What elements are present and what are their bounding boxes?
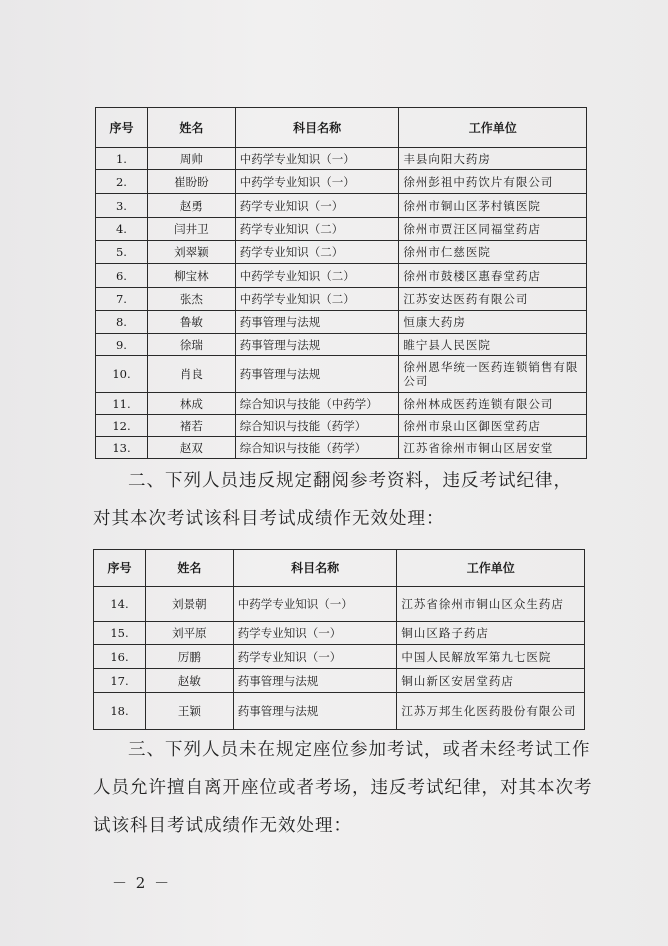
row-seq: 16. — [94, 645, 146, 669]
row-seq: 11. — [96, 393, 148, 415]
row-unit: 江苏省徐州市铜山区居安堂 — [399, 437, 587, 459]
row-subject: 综合知识与技能（药学） — [235, 437, 399, 459]
header-subject: 科目名称 — [233, 550, 397, 587]
row-seq: 6. — [96, 264, 148, 288]
table-row — [96, 288, 587, 311]
row-unit: 徐州市铜山区茅村镇医院 — [399, 194, 587, 218]
table-row — [96, 393, 587, 415]
header-seq: 序号 — [96, 108, 148, 148]
row-seq: 2. — [96, 170, 148, 194]
row-name: 刘景朝 — [145, 587, 233, 622]
table-row — [94, 645, 585, 669]
row-seq: 15. — [94, 622, 146, 645]
row-subject: 药事管理与法规 — [235, 356, 399, 393]
table-row — [94, 669, 585, 693]
table-body — [94, 587, 585, 730]
table-row — [96, 170, 587, 194]
row-name: 周帅 — [147, 148, 235, 170]
header-unit: 工作单位 — [397, 550, 585, 587]
table-body — [96, 148, 587, 459]
row-seq: 14. — [94, 587, 146, 622]
row-name: 林成 — [147, 393, 235, 415]
row-seq: 9. — [96, 334, 148, 356]
row-name: 鲁敏 — [147, 311, 235, 334]
row-unit: 中国人民解放军第九七医院 — [397, 645, 585, 669]
row-subject: 综合知识与技能（中药学） — [235, 393, 399, 415]
row-subject: 药学专业知识（一） — [235, 194, 399, 218]
table-row — [96, 148, 587, 170]
section-2-line-1: 二、下列人员违反规定翻阅参考资料，违反考试纪律， — [128, 471, 572, 491]
row-seq: 8. — [96, 311, 148, 334]
row-subject: 综合知识与技能（药学） — [235, 415, 399, 437]
section-3-line-3: 试该科目考试成绩作无效处理： — [93, 816, 352, 836]
row-unit: 徐州恩华统一医药连锁销售有限公司 — [399, 356, 587, 393]
row-seq: 7. — [96, 288, 148, 311]
table-header-row — [94, 550, 585, 587]
header-name: 姓名 — [145, 550, 233, 587]
row-subject: 药事管理与法规 — [235, 311, 399, 334]
row-subject: 药事管理与法规 — [233, 669, 397, 693]
row-name: 赵双 — [147, 437, 235, 459]
table-row — [94, 622, 585, 645]
row-subject: 药学专业知识（一） — [233, 645, 397, 669]
table-row — [96, 241, 587, 264]
row-unit: 恒康大药房 — [399, 311, 587, 334]
violation-table-2 — [93, 549, 585, 730]
row-seq: 1. — [96, 148, 148, 170]
section-3-line-1: 三、下列人员未在规定座位参加考试，或者未经考试工作 — [128, 740, 591, 760]
row-seq: 4. — [96, 218, 148, 241]
table-row — [96, 415, 587, 437]
table-row — [96, 194, 587, 218]
table-row — [96, 264, 587, 288]
row-subject: 中药学专业知识（一） — [235, 148, 399, 170]
section-3-line-2: 人员允许擅自离开座位或者考场，违反考试纪律，对其本次考 — [93, 778, 593, 798]
row-seq: 17. — [94, 669, 146, 693]
table-row — [94, 587, 585, 622]
row-subject: 药学专业知识（二） — [235, 218, 399, 241]
row-subject: 药学专业知识（一） — [233, 622, 397, 645]
table-row — [96, 334, 587, 356]
row-seq: 12. — [96, 415, 148, 437]
row-unit: 丰县向阳大药房 — [399, 148, 587, 170]
row-unit: 徐州彭祖中药饮片有限公司 — [399, 170, 587, 194]
section-2-line-2: 对其本次考试该科目考试成绩作无效处理： — [93, 509, 445, 529]
row-unit: 铜山区路子药店 — [397, 622, 585, 645]
row-name: 徐瑞 — [147, 334, 235, 356]
violation-table-1 — [95, 107, 587, 459]
row-seq: 18. — [94, 693, 146, 730]
row-name: 赵敏 — [145, 669, 233, 693]
row-seq: 13. — [96, 437, 148, 459]
row-name: 柳宝林 — [147, 264, 235, 288]
row-subject: 中药学专业知识（二） — [235, 288, 399, 311]
table-row — [96, 356, 587, 393]
row-subject: 药事管理与法规 — [233, 693, 397, 730]
row-unit: 徐州市鼓楼区惠春堂药店 — [399, 264, 587, 288]
row-seq: 5. — [96, 241, 148, 264]
header-name: 姓名 — [147, 108, 235, 148]
row-unit: 徐州市泉山区御医堂药店 — [399, 415, 587, 437]
row-name: 闫井卫 — [147, 218, 235, 241]
row-subject: 中药学专业知识（二） — [235, 264, 399, 288]
table-row — [96, 218, 587, 241]
header-seq: 序号 — [94, 550, 146, 587]
header-subject: 科目名称 — [235, 108, 399, 148]
row-seq: 3. — [96, 194, 148, 218]
row-seq: 10. — [96, 356, 148, 393]
table-row — [96, 437, 587, 459]
table-header-row — [96, 108, 587, 148]
row-name: 刘平原 — [145, 622, 233, 645]
row-unit: 江苏省徐州市铜山区众生药店 — [397, 587, 585, 622]
row-unit: 徐州市贾汪区同福堂药店 — [399, 218, 587, 241]
row-name: 褚若 — [147, 415, 235, 437]
row-name: 王颖 — [145, 693, 233, 730]
row-name: 崔盼盼 — [147, 170, 235, 194]
row-subject: 中药学专业知识（一） — [235, 170, 399, 194]
row-unit: 江苏万邦生化医药股份有限公司 — [397, 693, 585, 730]
row-unit: 徐州林成医药连锁有限公司 — [399, 393, 587, 415]
row-unit: 江苏安达医药有限公司 — [399, 288, 587, 311]
row-unit: 睢宁县人民医院 — [399, 334, 587, 356]
row-name: 赵勇 — [147, 194, 235, 218]
page-number: － 2 － — [112, 874, 172, 892]
table-row — [94, 693, 585, 730]
row-subject: 中药学专业知识（一） — [233, 587, 397, 622]
header-unit: 工作单位 — [399, 108, 587, 148]
row-unit: 铜山新区安居堂药店 — [397, 669, 585, 693]
table-row — [96, 311, 587, 334]
row-subject: 药事管理与法规 — [235, 334, 399, 356]
row-name: 刘翠颖 — [147, 241, 235, 264]
row-name: 厉鹏 — [145, 645, 233, 669]
row-name: 肖良 — [147, 356, 235, 393]
row-name: 张杰 — [147, 288, 235, 311]
row-unit: 徐州市仁慈医院 — [399, 241, 587, 264]
row-subject: 药学专业知识（二） — [235, 241, 399, 264]
